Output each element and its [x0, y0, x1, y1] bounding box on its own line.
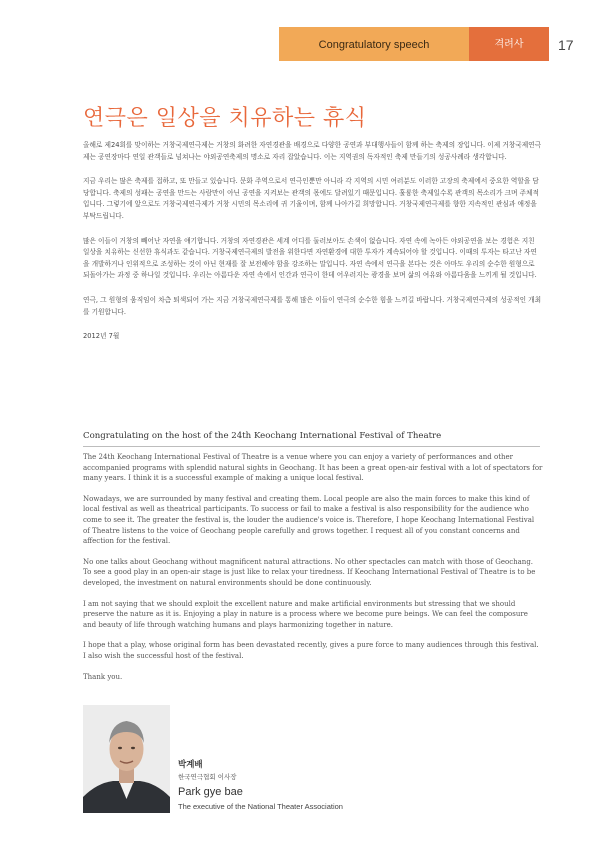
english-paragraph: Nowadays, we are surrounded by many festival and creating them. Local people are also the main forces to make this kind of local festival as well as theatrical participants. To success or fail to make a festival is also responsibility for the audience who come to see it. The greater the festival is, the louder the audience's voice is. Therefore, I hope Keochang International Festival of Theatre listens to the voice of Geochang people carefully and grows together. I request all of you constant concerns and affection for the festival. — [83, 494, 535, 546]
signature-role-en: The executive of the National Theater Association — [178, 802, 343, 811]
korean-paragraph: 연극, 그 원형의 움직임이 차츰 퇴색되어 가는 지금 거창국제연극제를 통해 많은 이들이 연극의 순수한 힘을 느끼길 바랍니다. 거창국제연극제의 성공적인 개최를 기원합니다. — [83, 295, 542, 316]
page-number: 17 — [558, 37, 574, 53]
english-paragraph: The 24th Keochang International Festival of Theatre is a venue where you can enjoy a variety of performances and other accompanied programs with splendid natural sights in Geochang. It has been a great open-air festival with a lot of spectators for many years. I think it is a successful example of making a unique local festival. — [83, 453, 543, 483]
korean-paragraph: 지금 우리는 많은 축제를 접하고, 또 만들고 있습니다. 문화 주역으로서 연극인뿐만 아니라 각 지역의 시민 여러분도 이러한 고장의 축제에서 중요한 역할을 담당합니다. 축제의 성패는 공연을 만드는 사람만이 아닌 공연을 지켜보는 관객의 몫에도 달려있기 때문입니다. 훌륭한 축제일수록 관객의 목소리가 크며 주체적입니다. 그렇기에 앞으로도 거창국제연극제가 거창 시민의 목소리에 귀 기울이며, 함께 나아가길 희망합니다. 거창국제연극제를 향한 지속적인 관심과 애정을 부탁드립니다. — [83, 177, 539, 220]
korean-date: 2012년 7월 — [83, 332, 120, 341]
signature-role-kr: 한국연극협회 이사장 — [178, 773, 237, 781]
english-paragraph: I hope that a play, whose original form has been devastated recently, gives a pure force to many audiences through this festival. I also wish the successful host of the festival. — [83, 641, 539, 660]
english-heading: Congratulating on the host of the 24th Keochang International Festival of Theatre — [83, 431, 442, 441]
korean-paragraph: 올해로 제24회를 맞이하는 거창국제연극제는 거창의 화려한 자연경관을 배경으로 다양한 공연과 부대행사들이 함께 하는 축제의 장입니다. 이제 거창국제연극제는 공연장마다 연일 관객들로 넘쳐나는 야외공연축제의 명소로 자리 잡았습니다. 이는 지역권의 독자적인 축제 만들기의 성공사례라 생각합니다. — [83, 141, 542, 161]
signature-name-en: Park gye bae — [178, 786, 243, 798]
header-section-label-kr: 격려사 — [494, 39, 524, 50]
section-divider — [83, 446, 540, 447]
english-body — [83, 452, 543, 692]
portrait-illustration — [83, 705, 170, 813]
korean-paragraph: 많은 이들이 거창의 빼어난 자연을 얘기합니다. 거창의 자연경관은 세계 어디를 둘러보아도 손색이 없습니다. 자연 속에 녹아든 야외공연을 보는 경험은 지친 일상을 치유하는 신선한 휴식과도 같습니다. 거창국제연극제의 발전을 위한다면 자연환경에 대한 투자가 계속되어야 할 것입니다. 이때의 투자는 타고난 자연을 개발하거나 인위적으로 조성하는 것이 아닌 현재를 잘 보전해야 함을 강조하는 말입니다. 자연 속에서 연극을 본다는 것은 아마도 우리의 순수한 원형으로 되돌아가는 과정 중 하나일 것입니다. 우리는 아름다운 자연 속에서 인간과 연극이 한데 어우러지는 광경을 보며 삶의 여유와 아름다움을 느끼게 될 것입니다. — [83, 236, 537, 280]
english-paragraph: No one talks about Geochang without magnificent natural attractions. No other spectacles can match with those of Geochang. To see a good play in an open-air stage is just like to relax your tiredness. If Keochang International Festival of Theatre is to be developed, the investment on natural environments should be done continuously. — [83, 557, 536, 587]
english-paragraph: I am not saying that we should exploit the excellent nature and make artificial environments but stressing that we should preserve the nature as it is. Enjoying a play in nature is a process where we become pure beings. We can feel the composure and beauty of life through watching humans and plays harmonizing together in nature. — [83, 599, 528, 629]
english-closing: Thank you. — [83, 672, 123, 681]
korean-title: 연극은 일상을 치유하는 휴식 — [83, 106, 367, 131]
korean-body — [83, 140, 543, 356]
header-section-label: Congratulatory speech — [318, 39, 430, 51]
author-photo — [83, 705, 170, 813]
signature-name-kr: 박계배 — [178, 760, 203, 770]
